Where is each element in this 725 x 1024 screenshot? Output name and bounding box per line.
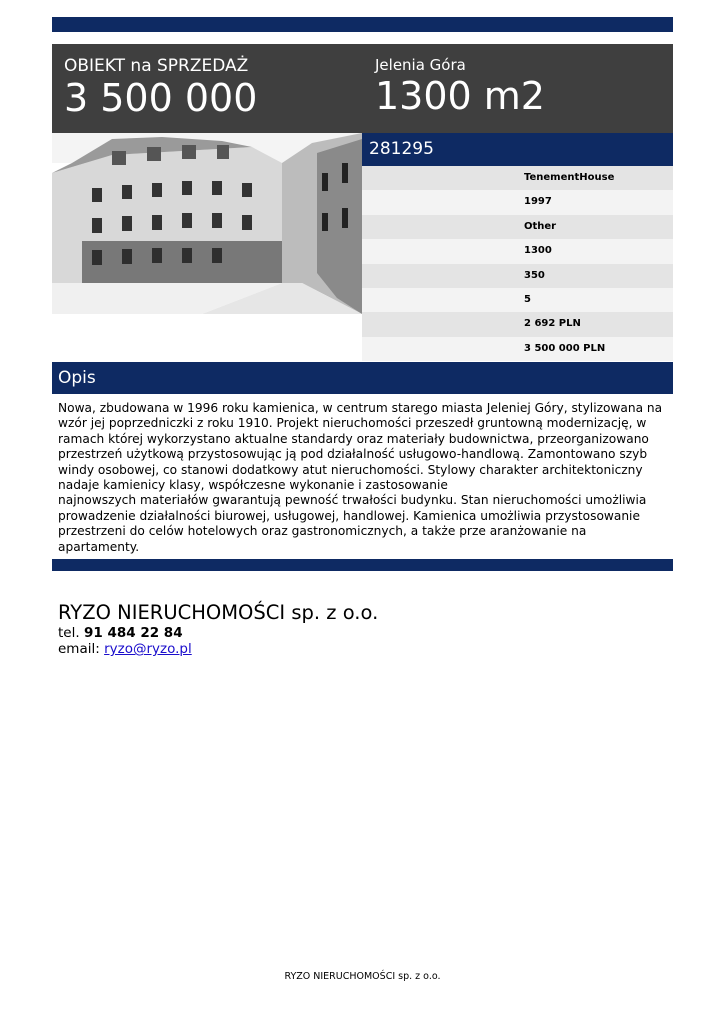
email-line bbox=[58, 641, 192, 657]
description-heading: Opis bbox=[52, 362, 673, 394]
hero-banner bbox=[52, 44, 673, 133]
email-link[interactable]: ryzo@ryzo.pl bbox=[104, 641, 192, 657]
top-accent-bar bbox=[52, 17, 673, 32]
spec-area: 1300 bbox=[362, 239, 673, 263]
hero-offer bbox=[64, 56, 257, 120]
company-name: RYZO NIERUCHOMOŚCI sp. z o.o. bbox=[58, 601, 379, 624]
spec-plot-area: 350 bbox=[362, 264, 673, 288]
spec-floors: 5 bbox=[362, 288, 673, 312]
spec-price: 3 500 000 PLN bbox=[362, 337, 673, 361]
spec-building-type: TenementHouse bbox=[362, 166, 673, 190]
hero-location bbox=[375, 56, 545, 118]
email-label: email: bbox=[58, 641, 100, 657]
page-footer: RYZO NIERUCHOMOŚCI sp. z o.o. bbox=[284, 971, 441, 982]
phone-label: tel. bbox=[58, 625, 80, 641]
bottom-accent-bar bbox=[52, 559, 673, 571]
price-value: 3 500 000 bbox=[64, 76, 258, 120]
phone-number: 91 484 22 84 bbox=[83, 625, 183, 641]
spec-table bbox=[362, 166, 673, 361]
spec-price-per-m2: 2 692 PLN bbox=[362, 312, 673, 336]
description-text: Nowa, zbudowana w 1996 roku kamienica, w centrum starego miasta Jeleniej Góry, stylizowana na wzór jej poprzedniczki z roku 1910. Projekt nieruchomości przeszedł gruntowną modernizację, w ramach której wykorzystano aktualne standardy oraz materiały budownictwa, przeorganizowano przestrzeń użytkową przystosowując ją pod działalność usługowo-handlową. Zamontowano szyb windy osobowej, co stanowi dodatkowy atut nieruchomości. Stylowy charakter architektoniczny nadaje kamienicy klasy, współczesne wykonanie i zastosowanie najnowszych materiałów gwarantują pewność trwałości budynku. Stan nieruchomości umożliwia prowadzenie działalności biurowej, usługowej, handlowej. Kamienica umożliwia przystosowanie przestrzeni do celów hotelowych oraz gastronomicznych, a także prze aranżowanie na apartamenty. bbox=[58, 401, 663, 554]
property-photo bbox=[52, 133, 362, 314]
phone-line bbox=[58, 625, 192, 641]
contact-block bbox=[58, 625, 192, 657]
offer-type-label: OBIEKT na SPRZEDAŻ bbox=[64, 56, 249, 76]
area-value: 1300 m2 bbox=[375, 74, 545, 118]
spec-market: Other bbox=[362, 215, 673, 239]
spec-year-built: 1997 bbox=[362, 190, 673, 214]
city-label: Jelenia Góra bbox=[375, 56, 466, 74]
listing-id: 281295 bbox=[362, 133, 673, 166]
